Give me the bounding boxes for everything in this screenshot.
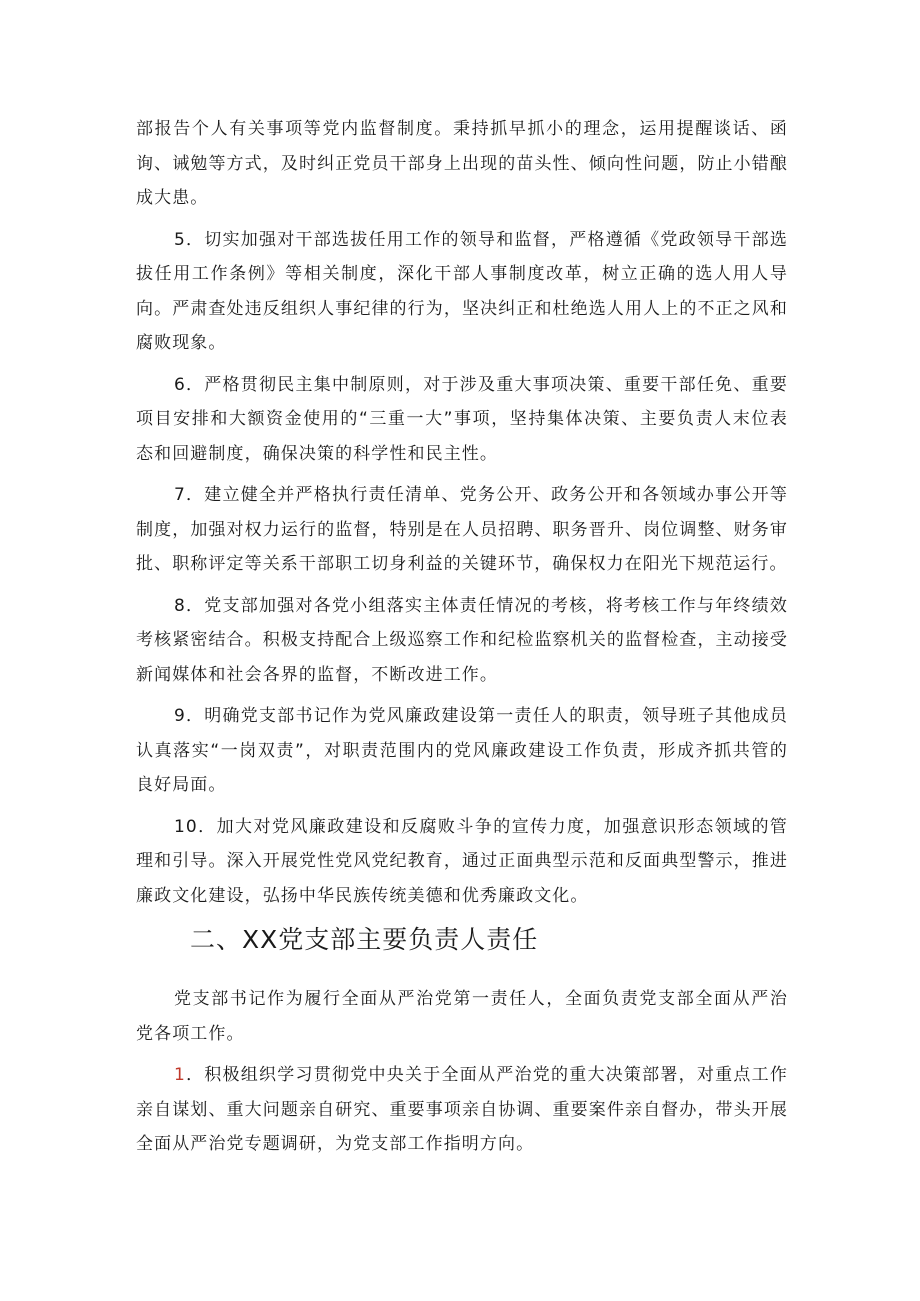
paragraph-section-item-1 bbox=[136, 1058, 788, 1162]
paragraph-item-9: 9．明确党支部书记作为党风廉政建设第一责任人的职责，领导班子其他成员认真落实“一岗双责”，对职责范围内的党风廉政建设工作负责，形成齐抓共管的良好局面。 bbox=[136, 706, 788, 795]
paragraph-item-10: 10．加大对党风廉政建设和反腐败斗争的宣传力度，加强意识形态领域的管理和引导。深入开展党性党风党纪教育，通过正面典型示范和反面典型警示，推进廉政文化建设，弘扬中华民族传统美德和优秀廉政文化。 bbox=[136, 816, 788, 906]
paragraph-item-6: 6．严格贯彻民主集中制原则，对于涉及重大事项决策、重要干部任免、重要项目安排和大额资金使用的“三重一大”事项，坚持集体决策、主要负责人末位表态和回避制度，确保决策的科学性和民主性。 bbox=[136, 374, 788, 464]
paragraph-item-7: 7．建立健全并严格执行责任清单、党务公开、政务公开和各领域办事公开等制度，加强对权力运行的监督，特别是在人员招聘、职务晋升、岗位调整、财务审批、职称评定等关系干部职工切身利益的关键环节，确保权力在阳光下规范运行。 bbox=[136, 485, 788, 574]
paragraph-continued: 部报告个人有关事项等党内监督制度。秉持抓早抓小的理念，运用提醒谈话、函询、诫勉等方式，及时纠正党员干部身上出现的苗头性、倾向性问题，防止小错酿成大患。 bbox=[136, 119, 788, 208]
document-page bbox=[136, 112, 788, 1169]
item-text: ．积极组织学习贯彻党中央关于全面从严治党的重大决策部署，对重点工作亲自谋划、重大问题亲自研究、重要事项亲自协调、重要案件亲自督办，带头开展全面从严治党专题调研，为党支部工作指明方向。 bbox=[136, 1065, 788, 1154]
paragraph-item-8: 8．党支部加强对各党小组落实主体责任情况的考核，将考核工作与年终绩效考核紧密结合。积极支持配合上级巡察工作和纪检监察机关的监督检查，主动接受新闻媒体和社会各界的监督，不断改进工作。 bbox=[136, 595, 788, 685]
paragraph-item-5: 5．切实加强对干部选拔任用工作的领导和监督，严格遵循《党政领导干部选拔任用工作条例》等相关制度，深化干部人事制度改革，树立正确的选人用人导向。严肃查处违反组织人事纪律的行为，坚决纠正和杜绝选人用人上的不正之风和腐败现象。 bbox=[136, 229, 788, 353]
section-heading: 二、XX党支部主要负责人责任 bbox=[190, 925, 539, 954]
section-intro: 党支部书记作为履行全面从严治党第一责任人，全面负责党支部全面从严治党各项工作。 bbox=[136, 989, 788, 1044]
item-number: 1 bbox=[174, 1065, 186, 1085]
